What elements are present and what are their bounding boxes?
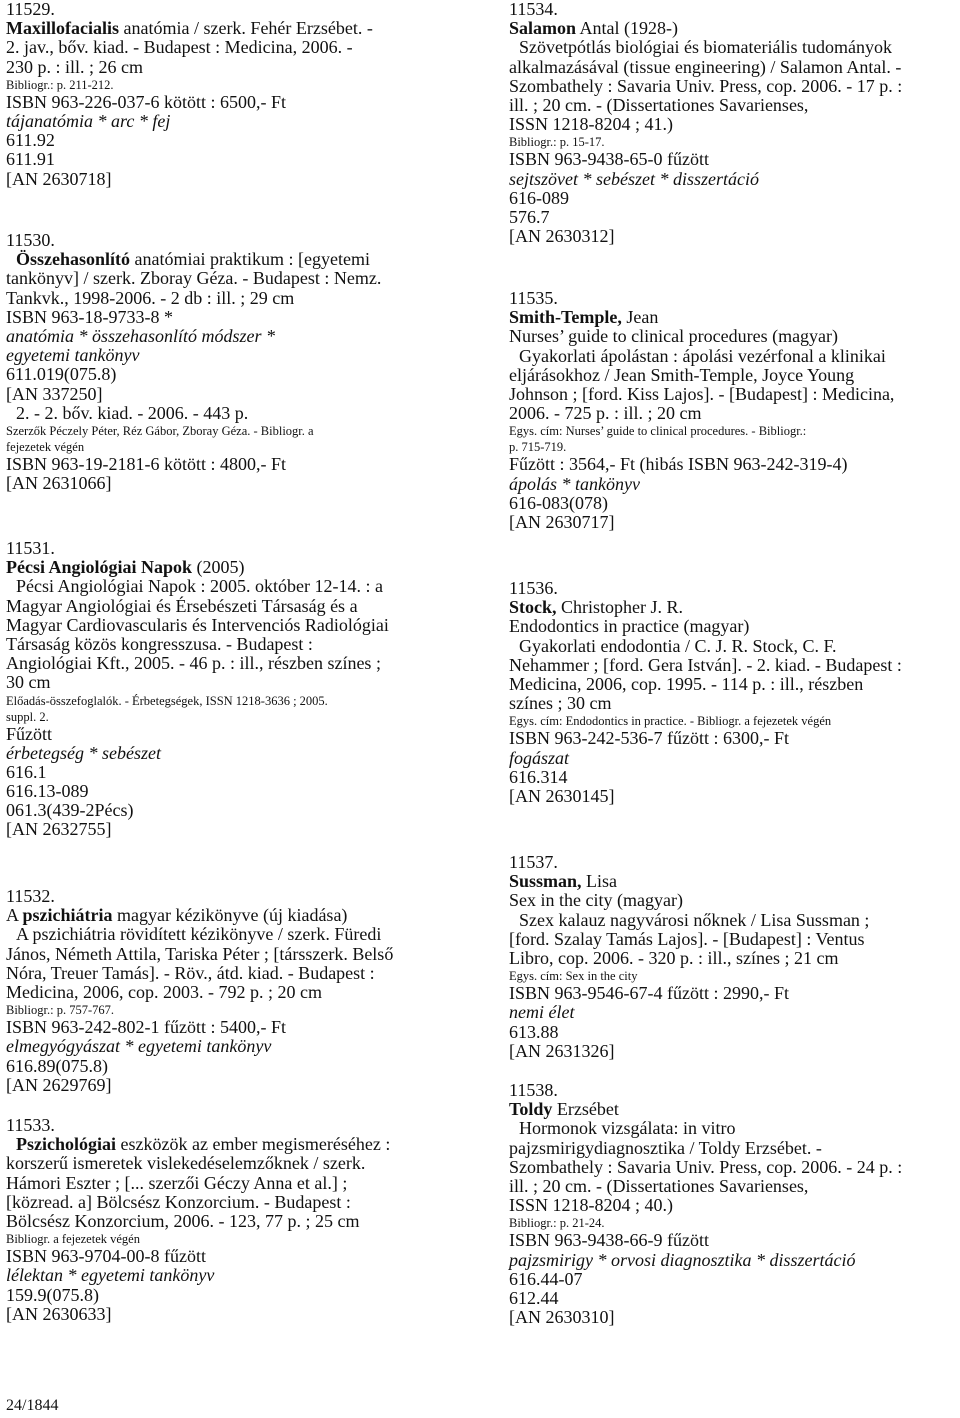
entry-subjects: nemi élet xyxy=(509,1002,575,1023)
entry-heading-term: Sussman, xyxy=(509,871,582,892)
entry-line: 616.314 xyxy=(509,766,568,787)
entry-line: Angiológiai Kft., 2005. - 46 p. : ill., részben színes ; xyxy=(6,653,381,674)
entry-line: [AN 2630717] xyxy=(509,511,615,532)
entry-line: 612.44 xyxy=(509,1287,559,1308)
entry-number: 11530. xyxy=(6,230,55,250)
entry-line: ISBN 963-242-536-7 fűzött : 6300,- Ft xyxy=(509,728,789,749)
entry-line: ISBN 963-9704-00-8 fűzött xyxy=(6,1246,206,1267)
entry-line: 159.9(075.8) xyxy=(6,1284,99,1305)
catalog-entry xyxy=(509,289,957,532)
entry-line: ISSN 1218-8204 ; 41.) xyxy=(509,114,674,135)
entry-heading-term: Maxillofacialis xyxy=(6,18,119,39)
entry-line: [AN 2630312] xyxy=(509,226,615,247)
entry-heading-term: Toldy xyxy=(509,1099,553,1120)
entry-note: p. 715-719. xyxy=(509,440,567,455)
entry-line: Nóra, Treuer Tamás]. - Röv., átd. kiad. - Budapest : xyxy=(6,962,375,983)
page-number: 24/1844 xyxy=(6,1397,59,1414)
entry-number: 11537. xyxy=(509,852,558,872)
entry-line: Szombathely : Savaria Univ. Press, cop. 2006. - 17 p. : xyxy=(509,75,903,96)
entry-text: anatómia / szerk. Fehér Erzsébet. - xyxy=(118,18,373,39)
catalog-entry xyxy=(509,853,957,1061)
entry-line: Fűzött : 3564,- Ft (hibás ISBN 963-242-319-4) xyxy=(509,454,848,475)
entry-line: Szövetpótlás biológiai és biomateriális tudományok xyxy=(519,37,892,58)
entry-subjects: anatómia * összehasonlító módszer * xyxy=(6,325,276,346)
entry-line: Johnson ; [ford. Kiss Lajos]. - [Budapest] : Medicina, xyxy=(509,383,895,404)
entry-line: pajzsmirigydiagnosztika / Toldy Erzsébet. - xyxy=(509,1137,822,1158)
entry-line: Nehammer ; [ford. Gera István]. - 2. kiad. - Budapest : xyxy=(509,654,902,675)
entry-line: 30 cm xyxy=(6,672,51,693)
entry-line: színes ; 30 cm xyxy=(509,693,612,714)
catalog-entry xyxy=(509,579,957,806)
entry-line: 616.13-089 xyxy=(6,781,89,802)
entry-line: korszerű ismeretek vislekedéselemzőknek / szerk. xyxy=(6,1153,366,1174)
entry-line: Nurses’ guide to clinical procedures (magyar) xyxy=(509,326,839,347)
entry-line: Magyar Angiológiai és Érsebészeti Társaság és a xyxy=(6,595,358,616)
entry-subjects: érbetegség * sebészet xyxy=(6,742,161,763)
entry-line xyxy=(6,558,476,577)
entry-text: A xyxy=(6,905,23,926)
entry-note: Bibliogr.: p. 211-212. xyxy=(6,77,114,92)
entry-number: 11532. xyxy=(6,886,55,906)
entry-text: Christopher J. R. xyxy=(556,597,684,618)
entry-line: [AN 2631066] xyxy=(6,473,112,494)
entry-line xyxy=(6,19,476,38)
entry-line: Fűzött xyxy=(6,723,53,744)
entry-line: Tankvk., 1998-2006. - 2 db : ill. ; 29 cm xyxy=(6,287,295,308)
entry-line: [ford. Szalay Tamás Lajos]. - [Budapest] : Ventus xyxy=(509,928,865,949)
entry-note: Egys. cím: Sex in the city xyxy=(509,969,638,984)
entry-text: magyar kézikönyve (új kiadása) xyxy=(112,905,348,926)
entry-line: ISBN 963-19-2181-6 kötött : 4800,- Ft xyxy=(6,453,287,474)
catalog-entry xyxy=(6,887,476,1095)
entry-line: 613.88 xyxy=(509,1021,559,1042)
entry-number: 11533. xyxy=(6,1115,55,1135)
entry-line: 616-083(078) xyxy=(509,492,608,513)
entry-line xyxy=(509,872,957,891)
entry-line: 2. jav., bőv. kiad. - Budapest : Medicina, 2006. - xyxy=(6,37,353,58)
entry-line: Hámori Eszter ; [... szerzői Géczy Anna et al.] ; xyxy=(6,1172,348,1193)
entry-note: Bibliogr.: p. 15-17. xyxy=(509,135,605,150)
catalog-entry xyxy=(6,1116,476,1324)
entry-line xyxy=(6,906,476,925)
entry-line: Medicina, 2006, cop. 2003. - 792 p. ; 20 cm xyxy=(6,981,322,1002)
entry-line: 611.019(075.8) xyxy=(6,364,117,385)
entry-line xyxy=(509,19,957,38)
entry-line: Szex kalauz nagyvárosi nőknek / Lisa Sussman ; xyxy=(519,909,870,930)
entry-subjects: elmegyógyászat * egyetemi tankönyv xyxy=(6,1036,272,1057)
entry-line: 2. - 2. bőv. kiad. - 2006. - 443 p. xyxy=(16,402,249,423)
entry-subjects: ápolás * tankönyv xyxy=(509,473,640,494)
entry-line: Libro, cop. 2006. - 320 p. : ill., színes ; 21 cm xyxy=(509,947,839,968)
entry-line: [AN 2630310] xyxy=(509,1307,615,1328)
entry-line: Sex in the city (magyar) xyxy=(509,890,683,911)
entry-line: Gyakorlati endodontia / C. J. R. Stock, C. F. xyxy=(519,635,837,656)
entry-number: 11536. xyxy=(509,578,558,598)
entry-subjects: egyetemi tankönyv xyxy=(6,345,140,366)
entry-line: Endodontics in practice (magyar) xyxy=(509,616,750,637)
entry-line xyxy=(6,1135,476,1154)
entry-line: János, Németh Attila, Tariska Péter ; [társszerk. Belső xyxy=(6,943,394,964)
entry-number: 11529. xyxy=(6,0,55,19)
entry-line: [AN 2629769] xyxy=(6,1074,112,1095)
entry-note: Egys. cím: Nurses’ guide to clinical procedures. - Bibliogr.: xyxy=(509,424,807,439)
entry-line xyxy=(509,308,957,327)
entry-text: Antal (1928-) xyxy=(576,18,679,39)
entry-text: Lisa xyxy=(581,871,618,892)
entry-line xyxy=(509,598,957,617)
entry-text: anatómiai praktikum : [egyetemi xyxy=(130,249,370,270)
entry-line: ISSN 1218-8204 ; 40.) xyxy=(509,1195,674,1216)
catalog-entry xyxy=(509,0,957,246)
entry-line: 616.44-07 xyxy=(509,1268,583,1289)
entry-text: Jean xyxy=(621,307,659,328)
entry-note: Bibliogr.: p. 21-24. xyxy=(509,1216,605,1231)
entry-line: Társaság közös kongresszusa. - Budapest : xyxy=(6,633,313,654)
entry-note: fejezetek végén xyxy=(6,439,85,454)
entry-line: [AN 2630145] xyxy=(509,785,615,806)
entry-note: Bibliogr.: p. 757-767. xyxy=(6,1003,114,1018)
entry-line xyxy=(6,250,476,269)
entry-line: ISBN 963-9438-65-0 fűzött xyxy=(509,149,709,170)
entry-subjects: lélektan * egyetemi tankönyv xyxy=(6,1265,215,1286)
entry-heading-term: Smith-Temple, xyxy=(509,307,622,328)
entry-number: 11535. xyxy=(509,288,558,308)
entry-subjects: sejtszövet * sebészet * disszertáció xyxy=(509,168,759,189)
entry-line: [közread. a] Bölcsész Konzorcium. - Budapest : xyxy=(6,1191,351,1212)
entry-line: ISBN 963-9438-66-9 fűzött xyxy=(509,1230,709,1251)
entry-line: [AN 2631326] xyxy=(509,1040,615,1061)
entry-line: ISBN 963-242-802-1 fűzött : 5400,- Ft xyxy=(6,1017,286,1038)
catalog-entry xyxy=(6,539,476,840)
entry-line: Magyar Cardiovascularis és Intervenciós Radiológiai xyxy=(6,614,389,635)
entry-heading-term: Salamon xyxy=(509,18,577,39)
entry-number: 11538. xyxy=(509,1080,558,1100)
entry-line: 616.89(075.8) xyxy=(6,1055,108,1076)
entry-heading-term: Összehasonlító xyxy=(16,249,131,270)
entry-line: [AN 2632755] xyxy=(6,819,112,840)
entry-line: [AN 2630718] xyxy=(6,168,112,189)
entry-note: suppl. 2. xyxy=(6,709,49,724)
entry-subjects: pajzsmirigy * orvosi diagnosztika * disszertáció xyxy=(509,1249,856,1270)
entry-line: 611.92 xyxy=(6,130,55,151)
entry-note: Egys. cím: Endodontics in practice. - Bibliogr. a fejezetek végén xyxy=(509,714,832,729)
entry-line: Pécsi Angiológiai Napok : 2005. október 12-14. : a xyxy=(16,576,383,597)
catalog-entry xyxy=(6,0,476,189)
entry-subjects: tájanatómia * arc * fej xyxy=(6,110,171,131)
entry-line: Bölcsész Konzorcium, 2006. - 123, 77 p. ; 25 cm xyxy=(6,1210,360,1231)
entry-line: 576.7 xyxy=(509,206,550,227)
entry-note: Szerzők Péczely Péter, Réz Gábor, Zboray Géza. - Bibliogr. a xyxy=(6,423,314,438)
entry-line: [AN 337250] xyxy=(6,383,103,404)
catalog-entry xyxy=(6,231,476,493)
catalog-entry xyxy=(509,1081,957,1327)
entry-number: 11534. xyxy=(509,0,558,19)
entry-line: ISBN 963-9546-67-4 fűzött : 2990,- Ft xyxy=(509,983,789,1004)
entry-line: Szombathely : Savaria Univ. Press, cop. 2006. - 24 p. : xyxy=(509,1156,903,1177)
entry-line: Medicina, 2006, cop. 1995. - 114 p. : ill., részben xyxy=(509,673,864,694)
entry-heading-term: Stock, xyxy=(509,597,557,618)
entry-note: Előadás-összefoglalók. - Érbetegségek, ISSN 1218-3636 ; 2005. xyxy=(6,693,328,708)
entry-line: ill. ; 20 cm. - (Dissertationes Savarienses, xyxy=(509,1175,809,1196)
entry-heading-term: pszichiátria xyxy=(22,905,113,926)
entry-line: 616.1 xyxy=(6,761,47,782)
entry-note: Bibliogr. a fejezetek végén xyxy=(6,1232,140,1247)
entry-line: A pszichiátria rövidített kézikönyve / szerk. Füredi xyxy=(16,924,382,945)
entry-text: eszközök az ember megismeréséhez : xyxy=(116,1134,391,1155)
entry-line: ISBN 963-18-9733-8 * xyxy=(6,306,173,327)
entry-line: ISBN 963-226-037-6 kötött : 6500,- Ft xyxy=(6,91,287,112)
entry-line: 2006. - 725 p. : ill. ; 20 cm xyxy=(509,403,702,424)
entry-heading-term: Pszichológiai xyxy=(16,1134,116,1155)
entry-number: 11531. xyxy=(6,538,55,558)
entry-line: alkalmazásával (tissue engineering) / Salamon Antal. - xyxy=(509,56,902,77)
entry-subjects: fogászat xyxy=(509,747,570,768)
entry-text: (2005) xyxy=(192,557,245,578)
entry-line: 230 p. : ill. ; 26 cm xyxy=(6,56,143,77)
entry-text: Erzsébet xyxy=(552,1099,619,1120)
entry-line: eljárásokhoz / Jean Smith-Temple, Joyce Young xyxy=(509,364,855,385)
entry-line: 061.3(439-2Pécs) xyxy=(6,800,134,821)
entry-line: Hormonok vizsgálata: in vitro xyxy=(519,1118,736,1139)
entry-line xyxy=(509,1100,957,1119)
entry-line: [AN 2630633] xyxy=(6,1303,112,1324)
entry-line: 616-089 xyxy=(509,187,569,208)
entry-line: tankönyv] / szerk. Zboray Géza. - Budapest : Nemz. xyxy=(6,268,382,289)
entry-line: Gyakorlati ápolástan : ápolási vezérfonal a klinikai xyxy=(519,345,886,366)
entry-heading-term: Pécsi Angiológiai Napok xyxy=(6,557,193,578)
entry-line: ill. ; 20 cm. - (Dissertationes Savarienses, xyxy=(509,94,809,115)
entry-line: 611.91 xyxy=(6,149,55,170)
